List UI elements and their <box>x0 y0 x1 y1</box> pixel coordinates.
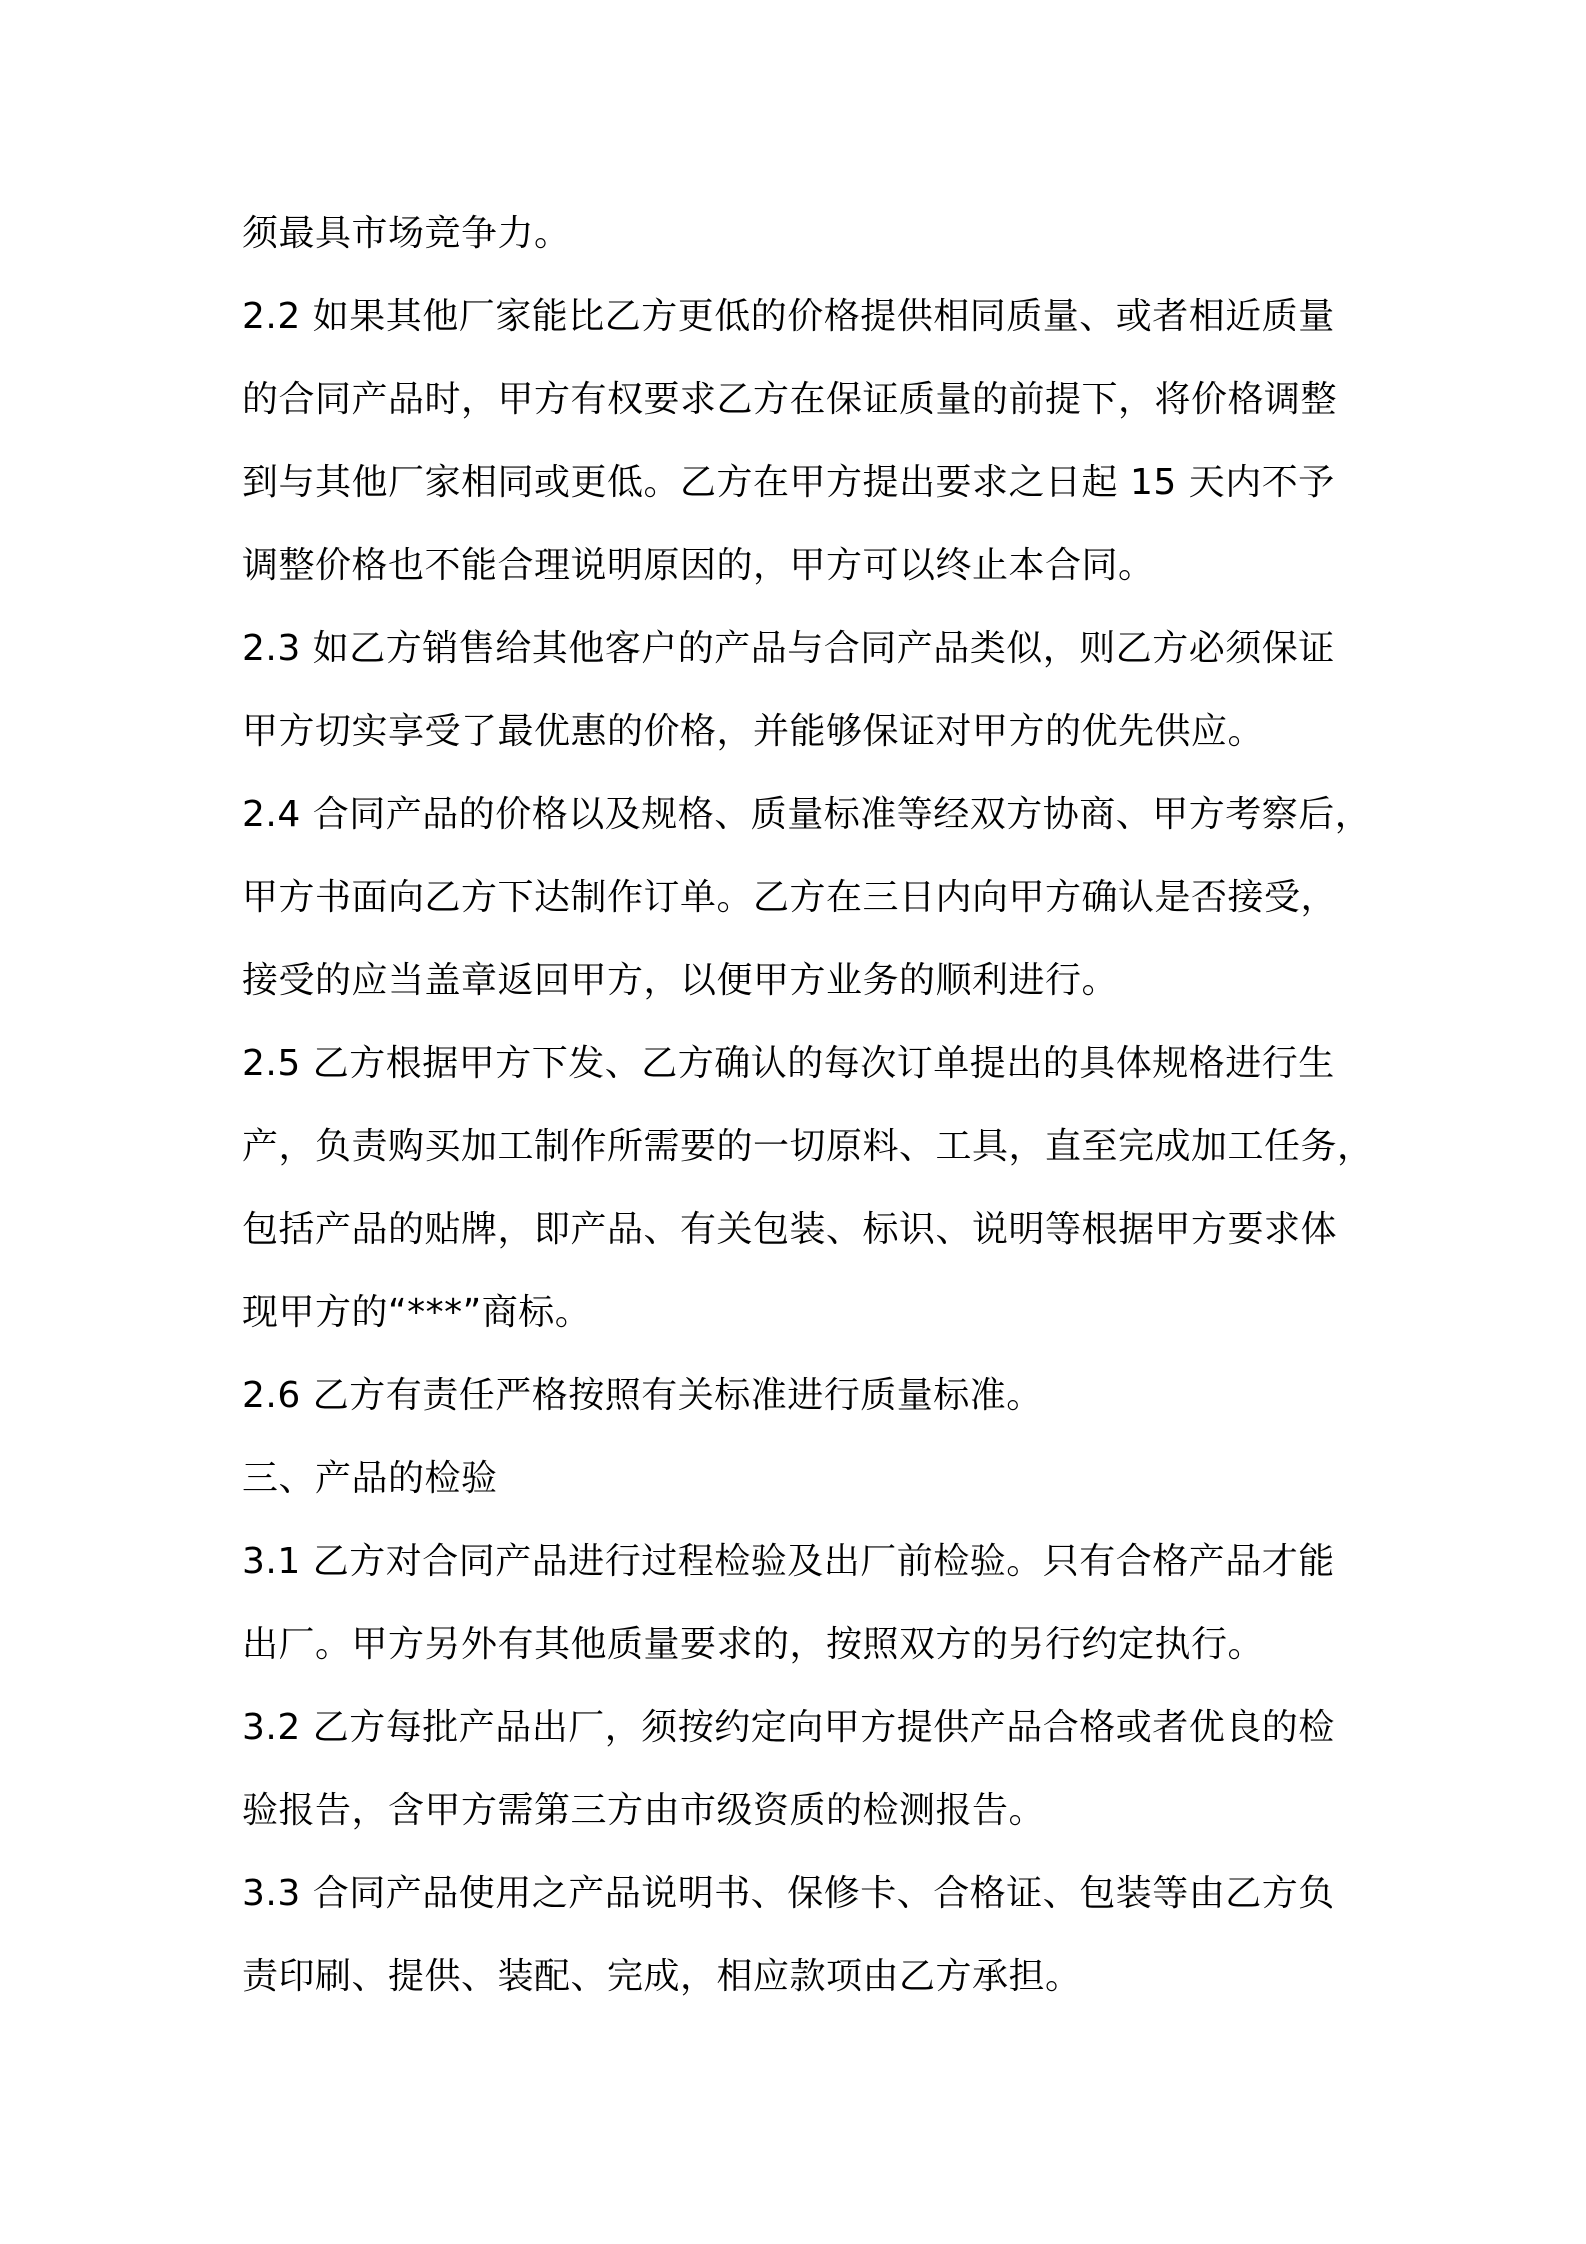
clause-2-2-line: 2.2 如果其他厂家能比乙方更低的价格提供相同质量、或者相近质量 <box>242 296 1335 337</box>
clause-3-2-line: 3.2 乙方每批产品出厂，须按约定向甲方提供产品合格或者优良的检 <box>242 1707 1335 1748</box>
text-line: 包括产品的贴牌，即产品、有关包装、标识、说明等根据甲方要求体 <box>242 1209 1338 1250</box>
text-line: 现甲方的“***”商标。 <box>242 1292 592 1333</box>
clause-3-1-line: 3.1 乙方对合同产品进行过程检验及出厂前检验。只有合格产品才能 <box>242 1541 1335 1582</box>
text-line: 甲方书面向乙方下达制作订单。乙方在三日内向甲方确认是否接受， <box>242 877 1338 918</box>
text-line: 须最具市场竞争力。 <box>242 213 571 254</box>
clause-2-5-line: 2.5 乙方根据甲方下发、乙方确认的每次订单提出的具体规格进行生 <box>242 1043 1335 1084</box>
text-line: 到与其他厂家相同或更低。乙方在甲方提出要求之日起 15 天内不予 <box>242 462 1335 503</box>
clause-2-4-line: 2.4 合同产品的价格以及规格、质量标准等经双方协商、甲方考察后， <box>242 794 1372 835</box>
text-line: 的合同产品时，甲方有权要求乙方在保证质量的前提下，将价格调整 <box>242 379 1338 420</box>
clause-2-6-line: 2.6 乙方有责任严格按照有关标准进行质量标准。 <box>242 1375 1043 1416</box>
text-line: 产，负责购买加工制作所需要的一切原料、工具，直至完成加工任务， <box>242 1126 1374 1167</box>
document-body <box>242 192 1374 2018</box>
clause-2-3-line: 2.3 如乙方销售给其他客户的产品与合同产品类似，则乙方必须保证 <box>242 628 1335 669</box>
text-line: 验报告，含甲方需第三方由市级资质的检测报告。 <box>242 1790 1046 1831</box>
text-line: 责印刷、提供、装配、完成，相应款项由乙方承担。 <box>242 1956 1082 1997</box>
clause-3-3-line: 3.3 合同产品使用之产品说明书、保修卡、合格证、包装等由乙方负 <box>242 1873 1335 1914</box>
text-line: 甲方切实享受了最优惠的价格，并能够保证对甲方的优先供应。 <box>242 711 1265 752</box>
text-line: 出厂。甲方另外有其他质量要求的，按照双方的另行约定执行。 <box>242 1624 1265 1665</box>
section-heading: 三、产品的检验 <box>242 1458 498 1499</box>
text-line: 接受的应当盖章返回甲方，以便甲方业务的顺利进行。 <box>242 960 1119 1001</box>
text-line: 调整价格也不能合理说明原因的，甲方可以终止本合同。 <box>242 545 1155 586</box>
